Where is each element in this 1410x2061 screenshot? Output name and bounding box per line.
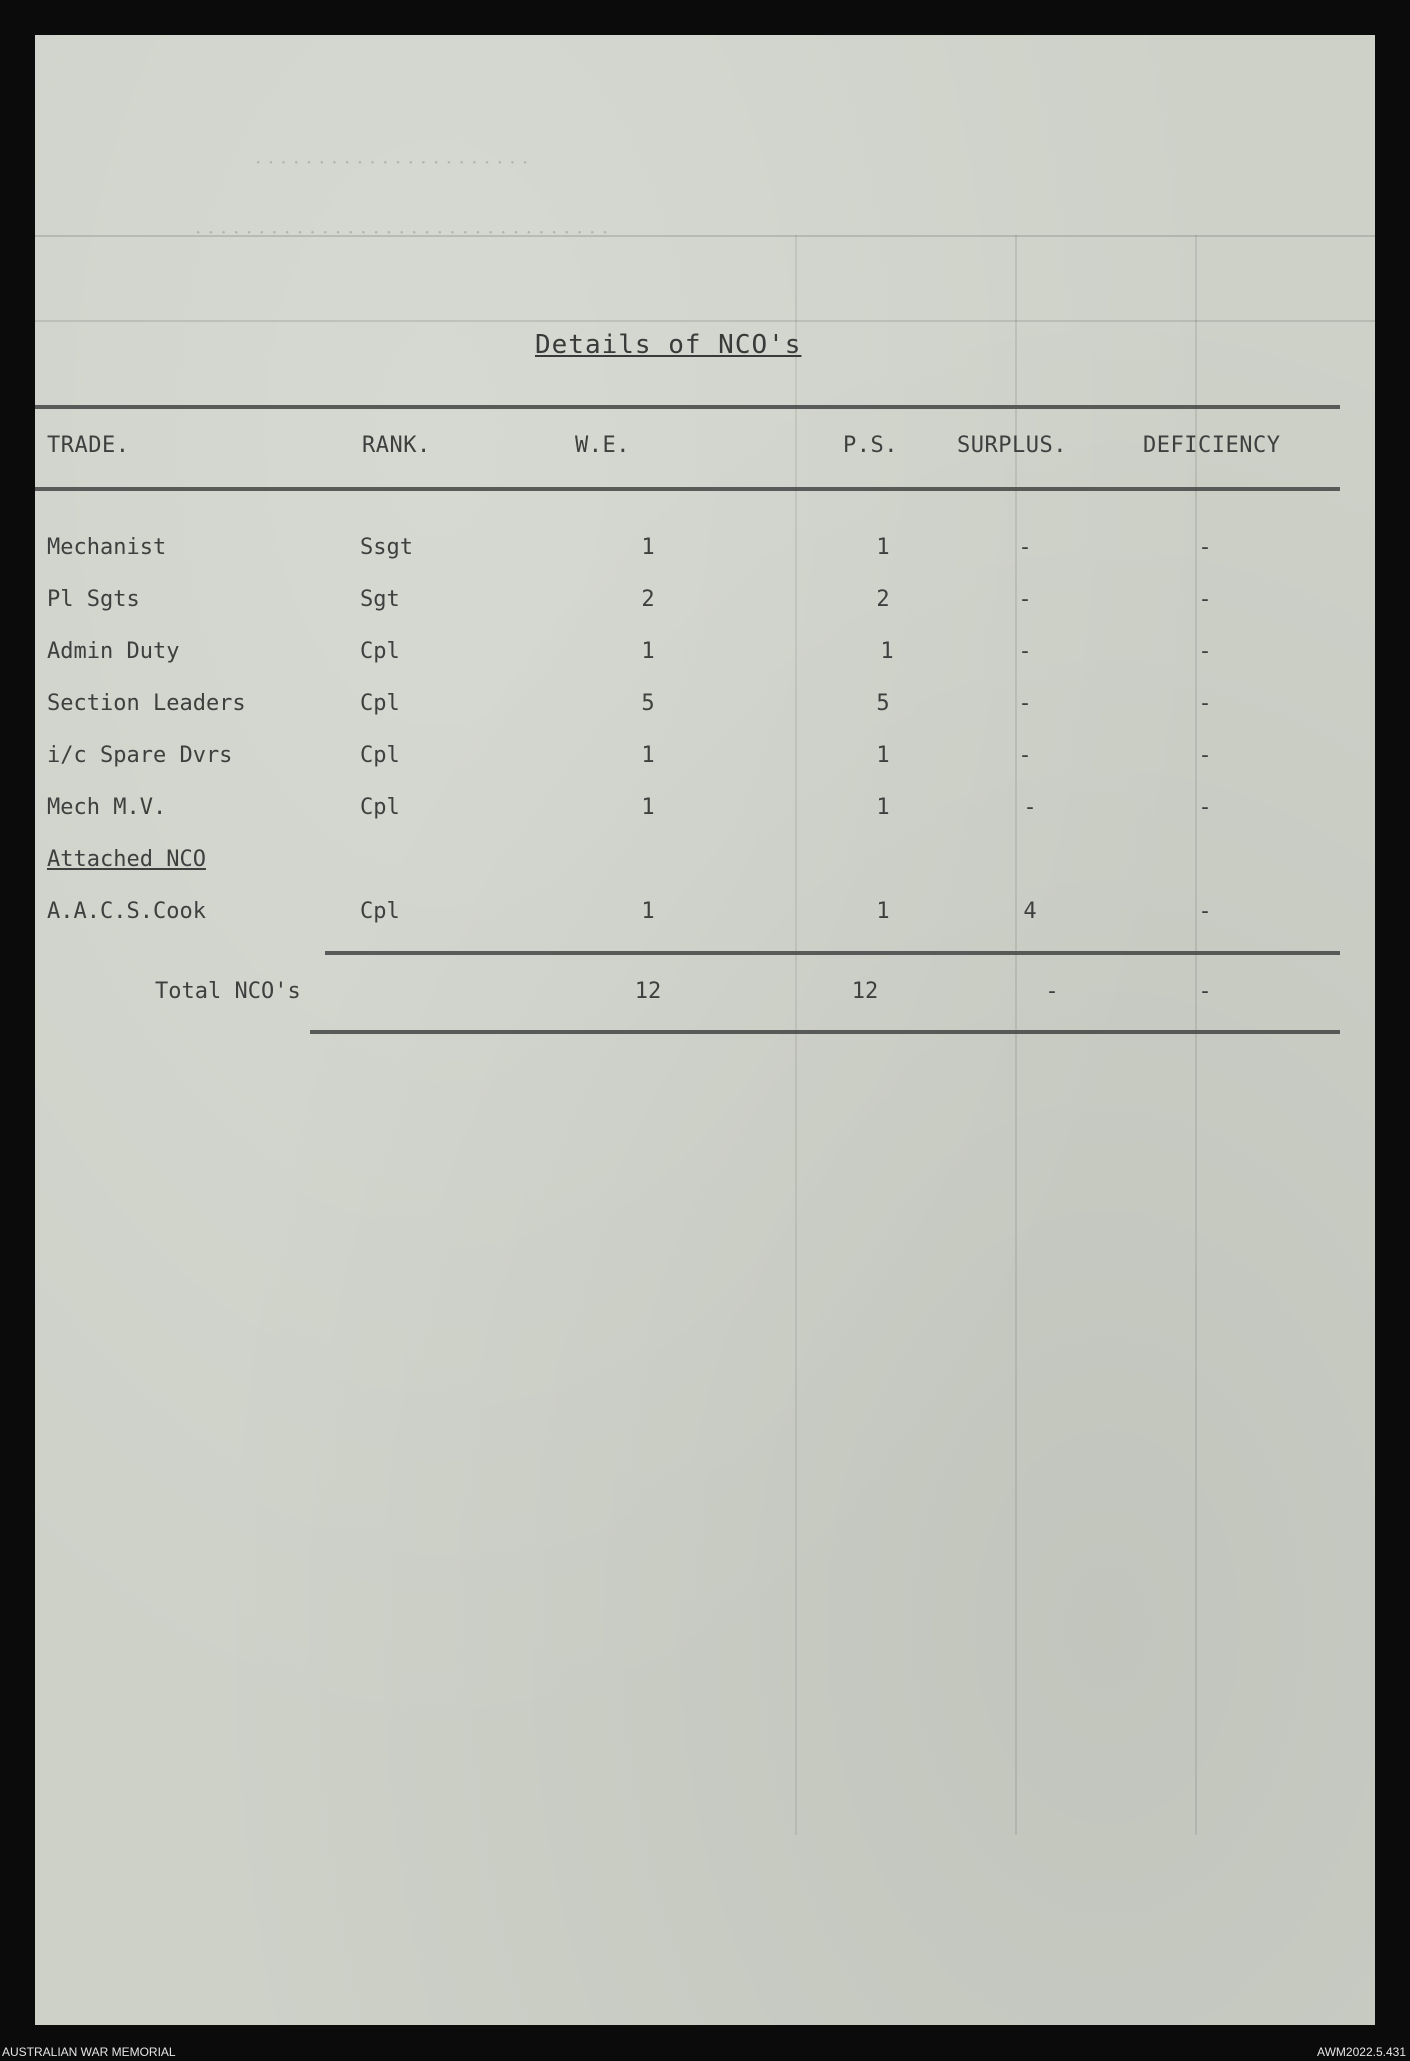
row-we: 5 bbox=[641, 691, 655, 716]
show-through-text: · · · · · · · · · · · · · · · · · · · · · · bbox=[255, 150, 529, 174]
show-through-rule bbox=[1195, 235, 1197, 1835]
header-trade: TRADE. bbox=[47, 433, 130, 458]
total-bottom-rule bbox=[310, 1030, 1340, 1034]
row-surplus: - bbox=[1018, 587, 1032, 612]
row-deficiency: - bbox=[1198, 587, 1212, 612]
row-trade: Mechanist bbox=[47, 535, 167, 560]
row-trade: i/c Spare Dvrs bbox=[47, 743, 233, 768]
row-surplus: 4 bbox=[1023, 899, 1037, 924]
total-we: 12 bbox=[634, 979, 662, 1004]
total-label: Total NCO's bbox=[155, 979, 301, 1004]
header-ps: P.S. bbox=[843, 433, 898, 458]
row-ps: 5 bbox=[876, 691, 890, 716]
total-top-rule bbox=[325, 951, 1340, 955]
row-trade: Admin Duty bbox=[47, 639, 180, 664]
row-we: 1 bbox=[641, 795, 655, 820]
row-trade: Pl Sgts bbox=[47, 587, 140, 612]
row-ps: 1 bbox=[876, 795, 890, 820]
row-ps: 2 bbox=[876, 587, 890, 612]
show-through-rule bbox=[795, 235, 797, 1835]
footer-institution: AUSTRALIAN WAR MEMORIAL bbox=[2, 2045, 176, 2059]
show-through-rule bbox=[1015, 235, 1017, 1835]
header-bottom-rule bbox=[35, 487, 1340, 491]
row-we: 1 bbox=[641, 639, 655, 664]
row-trade: Section Leaders bbox=[47, 691, 246, 716]
row-deficiency: - bbox=[1198, 795, 1212, 820]
row-trade: Mech M.V. bbox=[47, 795, 167, 820]
row-surplus: - bbox=[1023, 795, 1037, 820]
row-we: 1 bbox=[641, 899, 655, 924]
row-we: 1 bbox=[641, 535, 655, 560]
row-rank: Ssgt bbox=[360, 535, 413, 560]
row-ps: 1 bbox=[876, 899, 890, 924]
footer-accession-number: AWM2022.5.431 bbox=[1317, 2045, 1406, 2059]
row-ps: 1 bbox=[876, 535, 890, 560]
total-deficiency: - bbox=[1198, 979, 1212, 1004]
row-rank: Cpl bbox=[360, 795, 400, 820]
row-rank: Cpl bbox=[360, 691, 400, 716]
total-surplus: - bbox=[1045, 979, 1059, 1004]
row-rank: Cpl bbox=[360, 639, 400, 664]
row-rank: Cpl bbox=[360, 743, 400, 768]
row-trade: A.A.C.S.Cook bbox=[47, 899, 206, 924]
header-deficiency: DEFICIENCY bbox=[1143, 433, 1281, 458]
document-sheet bbox=[35, 35, 1375, 2025]
header-we: W.E. bbox=[575, 433, 630, 458]
row-rank: Sgt bbox=[360, 587, 400, 612]
row-surplus: - bbox=[1018, 691, 1032, 716]
attached-nco-heading: Attached NCO bbox=[47, 847, 206, 872]
show-through-text: · · · · · · · · · · · · · · · · · · · · · · · · · · · · · · · · · bbox=[195, 220, 609, 244]
row-surplus: - bbox=[1018, 535, 1032, 560]
header-surplus: SURPLUS. bbox=[957, 433, 1067, 458]
row-deficiency: - bbox=[1198, 743, 1212, 768]
row-deficiency: - bbox=[1198, 691, 1212, 716]
document-title: Details of NCO's bbox=[535, 330, 802, 360]
row-we: 1 bbox=[641, 743, 655, 768]
header-rank: RANK. bbox=[362, 433, 431, 458]
row-ps: 1 bbox=[876, 743, 890, 768]
row-ps: 1 bbox=[880, 639, 894, 664]
row-surplus: - bbox=[1018, 639, 1032, 664]
row-deficiency: - bbox=[1198, 899, 1212, 924]
row-surplus: - bbox=[1018, 743, 1032, 768]
show-through-rule bbox=[35, 320, 1375, 322]
total-ps: 12 bbox=[851, 979, 879, 1004]
header-top-rule bbox=[35, 405, 1340, 409]
row-deficiency: - bbox=[1198, 639, 1212, 664]
row-deficiency: - bbox=[1198, 535, 1212, 560]
row-rank: Cpl bbox=[360, 899, 400, 924]
show-through-rule bbox=[35, 235, 1375, 237]
row-we: 2 bbox=[641, 587, 655, 612]
